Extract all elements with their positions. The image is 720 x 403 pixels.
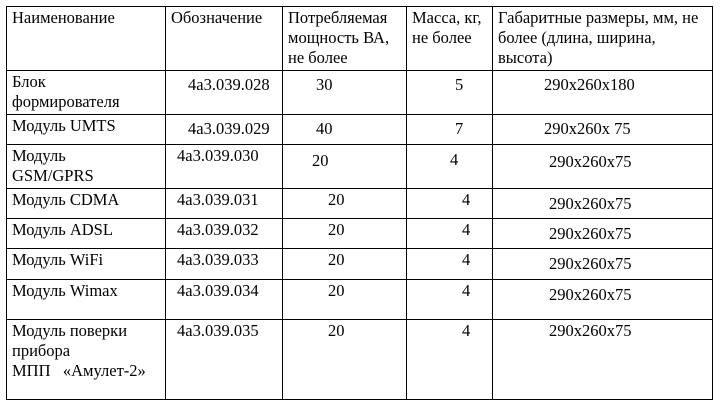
cell-mass: 4 [407,219,493,249]
cell-designation: 4а3.039.030 [166,145,283,189]
cell-designation: 4а3.039.031 [166,189,283,219]
cell-designation: 4а3.039.032 [166,219,283,249]
cell-dimensions: 290х260х75 [493,219,713,249]
cell-mass: 5 [407,71,493,115]
cell-power: 20 [283,145,407,189]
cell-dimensions: 290х260х75 [493,189,713,219]
specifications-table [6,6,713,400]
cell-designation: 4а3.039.034 [166,280,283,320]
cell-name: Блок формирователя [7,71,166,115]
table-row [7,249,713,280]
header-name: Наименование [7,7,166,71]
cell-dimensions: 290х260х75 [493,320,713,400]
header-dimensions: Габаритные размеры, мм, не более (длина, ширина, высота) [493,7,713,71]
cell-power: 20 [283,320,407,400]
cell-mass: 4 [407,145,493,189]
table-row [7,320,713,400]
cell-power: 20 [283,280,407,320]
cell-name: Модуль поверки прибора МПП «Амулет-2» [7,320,166,400]
cell-name: Модуль ADSL [7,219,166,249]
cell-mass: 4 [407,189,493,219]
cell-name: Модуль UMTS [7,115,166,145]
cell-name: Модуль WiFi [7,249,166,280]
cell-power: 30 [283,71,407,115]
table-row [7,280,713,320]
cell-designation: 4а3.039.029 [166,115,283,145]
cell-name: Модуль GSM/GPRS [7,145,166,189]
table-row [7,145,713,189]
cell-mass: 7 [407,115,493,145]
cell-designation: 4а3.039.028 [166,71,283,115]
header-power: Потребляемая мощность ВА, не более [283,7,407,71]
cell-dimensions: 290х260х75 [493,280,713,320]
cell-name: Модуль CDMA [7,189,166,219]
table-row [7,71,713,115]
cell-power: 20 [283,249,407,280]
cell-power: 20 [283,189,407,219]
cell-designation: 4а3.039.033 [166,249,283,280]
table-row [7,219,713,249]
cell-power: 40 [283,115,407,145]
cell-power: 20 [283,219,407,249]
header-mass: Масса, кг, не более [407,7,493,71]
cell-dimensions: 290х260х75 [493,145,713,189]
cell-mass: 4 [407,249,493,280]
cell-dimensions: 290х260х75 [493,249,713,280]
cell-designation: 4а3.039.035 [166,320,283,400]
cell-dimensions: 290х260х180 [493,71,713,115]
cell-name: Модуль Wimax [7,280,166,320]
cell-mass: 4 [407,320,493,400]
cell-mass: 4 [407,280,493,320]
cell-dimensions: 290х260х 75 [493,115,713,145]
table-row [7,189,713,219]
table-row [7,115,713,145]
table-header-row [7,7,713,71]
header-designation: Обозначение [166,7,283,71]
